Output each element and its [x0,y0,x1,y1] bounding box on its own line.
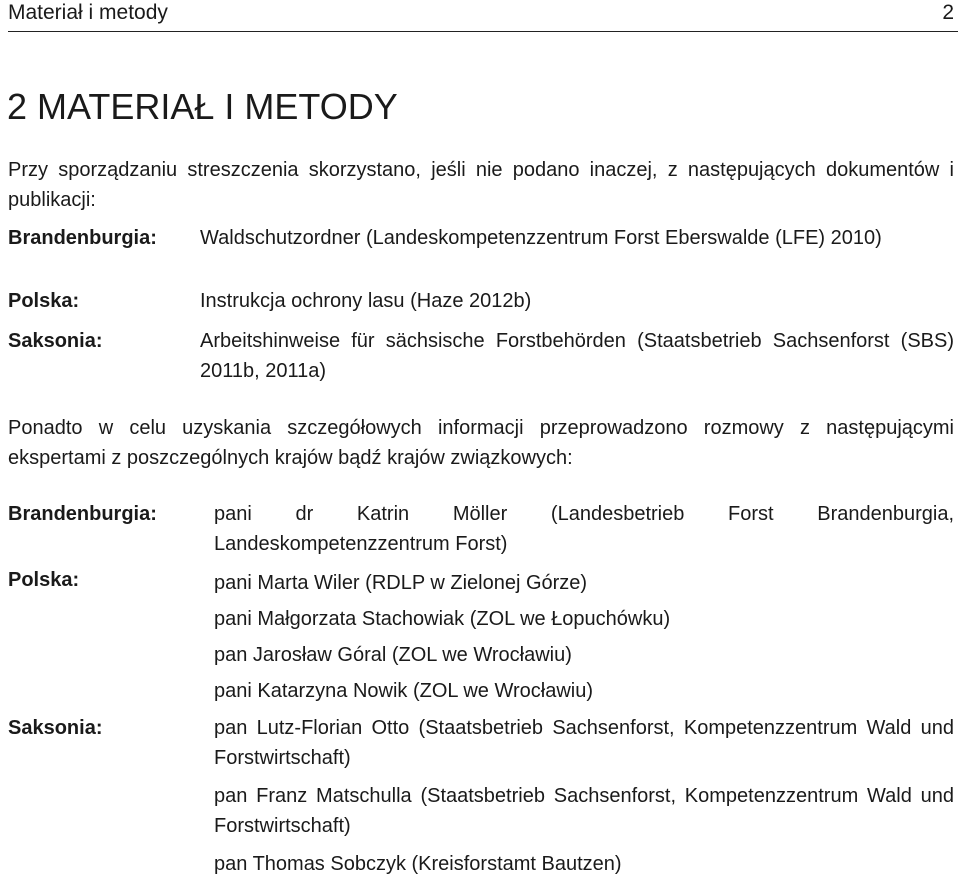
page-header [8,0,960,32]
region-label: Saksonia: [8,717,103,739]
expert-entry: pan Lutz-Florian Otto (Staatsbetrieb Sachsenforst, Kompetenzzentrum Wald und Forstwirtschaft) [214,717,954,769]
experts-row-polska [8,565,954,715]
document-row-saksonia [8,326,954,386]
expert-entry: pani Katarzyna Nowik (ZOL we Wrocławiu) [214,680,594,702]
expert-entry: pani Marta Wiler (RDLP w Zielonej Górze) [214,572,588,594]
intro-paragraph: Przy sporządzaniu streszczenia skorzystano, jeśli nie podano inaczej, z następujących dokumentów i publikacji: [8,159,954,211]
experts-row-saksonia [8,713,954,873]
experts-row-brandenburgia [8,499,954,559]
region-label: Polska: [8,569,80,591]
section-heading: 2 MATERIAŁ I METODY [7,86,398,127]
expert-entry: pan Jarosław Góral (ZOL we Wrocławiu) [214,644,572,666]
running-title: Materiał i metody [8,1,168,24]
region-label: Brandenburgia: [8,503,157,525]
expert-entry: pani dr Katrin Möller (Landesbetrieb Forst Brandenburgia, Landeskompetenzzentrum Forst) [214,503,954,555]
expert-list [214,565,954,709]
document-text: Arbeitshinweise für sächsische Forstbehörden (Staatsbetrieb Sachsenforst (SBS) 2011b, 2011a) [200,330,954,382]
document-text: Waldschutzordner (Landeskompetenzzentrum Forst Eberswalde (LFE) 2010) [200,227,882,249]
expert-entry: pani Małgorzata Stachowiak (ZOL we Łopuchówku) [214,608,671,630]
page-number: 2 [942,1,954,24]
document-row-brandenburgia [8,223,954,283]
expert-entry: pan Thomas Sobczyk (Kreisforstamt Bautzen) [214,853,622,875]
region-label: Polska: [8,290,80,312]
region-label: Saksonia: [8,330,103,352]
expert-entry: pan Franz Matschulla (Staatsbetrieb Sachsenforst, Kompetenzzentrum Wald und Forstwirtschaft) [214,785,954,837]
header-rule [8,31,958,32]
interviews-paragraph: Ponadto w celu uzyskania szczegółowych informacji przeprowadzono rozmowy z następującymi ekspertami z poszczególnych krajów bądź krajów związkowych: [8,417,954,469]
document-row-polska [8,286,954,316]
expert-list [214,713,954,879]
document-text: Instrukcja ochrony lasu (Haze 2012b) [200,290,532,312]
region-label: Brandenburgia: [8,227,157,249]
